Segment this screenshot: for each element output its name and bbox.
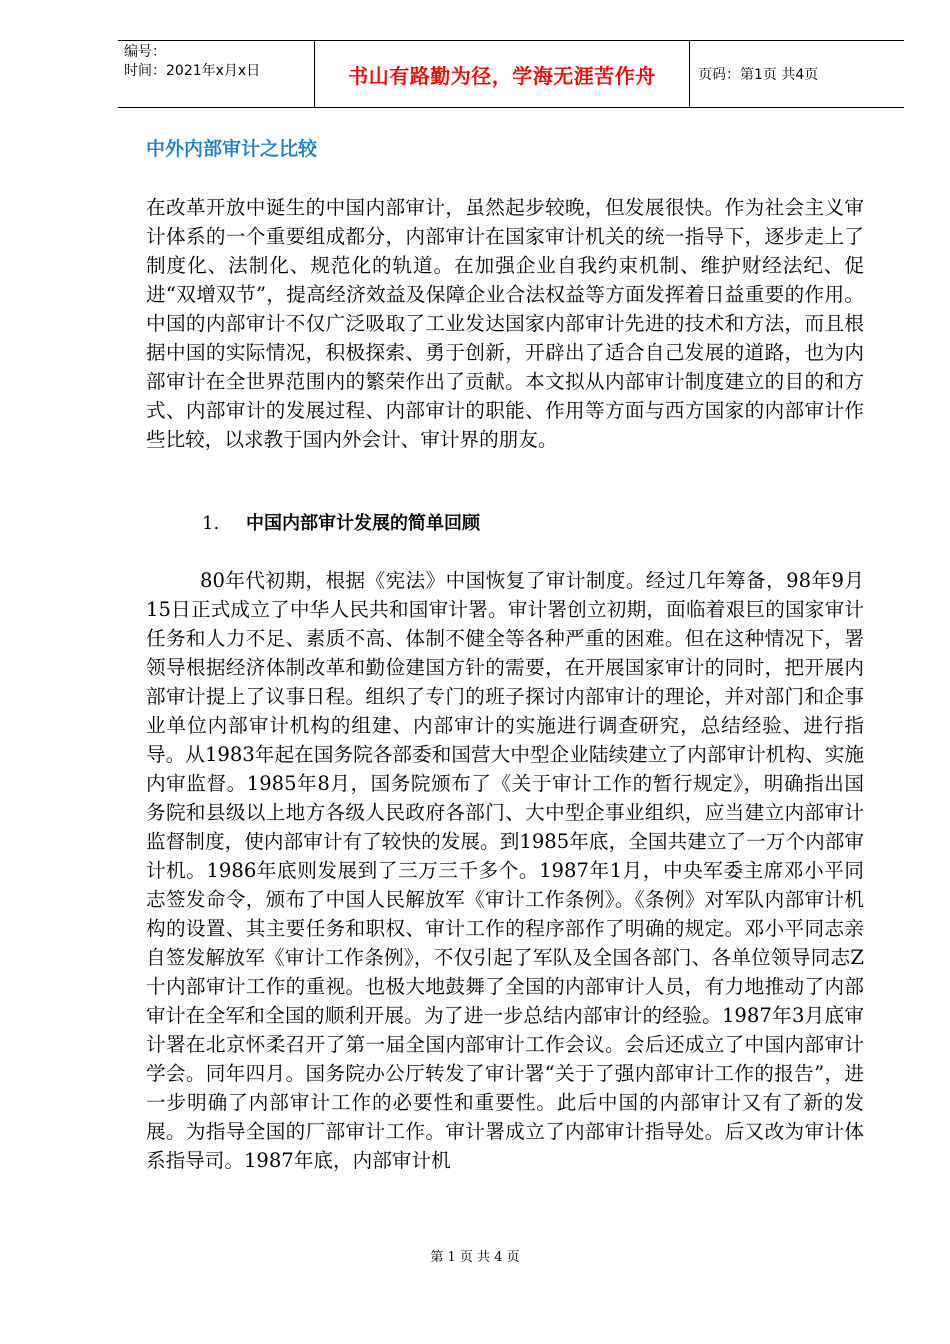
header-slogan: 书山有路勤为径，学海无涯苦作舟 (315, 41, 690, 107)
header-meta (118, 41, 315, 107)
page-footer: 第 1 页 共 4 页 (430, 1250, 520, 1265)
document-date: 时间：2021年x月x日 (124, 63, 261, 79)
header-page-info: 页码：第1页 共4页 (698, 67, 819, 83)
intro-paragraph: 在改革开放中诞生的中国内部审计，虽然起步较晚，但发展很快。作为社会主义审计体系的一个重要组成都分，内部审计在国家审计机关的统一指导下，逐步走上了制度化、法制化、规范化的轨道。在加强企业自我约束机制、维护财经法纪、促进“双增双节”，提高经济效益及保障企业合法权益等方面发挥着日益重要的作用。中国的内部审计不仅广泛吸取了工业发达国家内部审计先进的技术和方法，而且根据中国的实际情况，积极探索、勇于创新，开辟出了适合自己发展的道路，也为内部审计在全世界范围内的繁荣作出了贡献。本文拟从内部审计制度建立的目的和方式、内部审计的发展过程、内部审计的职能、作用等方面与西方国家的内部审计作些比较，以求教于国内外会计、审计界的朋友。 (146, 196, 864, 451)
body-paragraph: 80年代初期，根据《宪法》中国恢复了审计制度。经过几年筹备，98年9月15日正式成立了中华人民共和国审计署。审计署创立初期，面临着艰巨的国家审计任务和人力不足、素质不高、体制不健全等各种严重的困难。但在这种情况下，署领导根据经济体制改革和勤俭建国方针的需要，在开展国家审计的同时，把开展内部审计提上了议事日程。组织了专门的班子探讨内部审计的理论，并对部门和企事业单位内部审计机构的组建、内部审计的实施进行调查研究，总结经验、进行指导。从1983年起在国务院各部委和国营大中型企业陆续建立了内部审计机构、实施内审监督。1985年8月，国务院颁布了《关于审计工作的暂行规定》，明确指出国务院和县级以上地方各级人民政府各部门、大中型企事业组织，应当建立内部审计监督制度，使内部审计有了较快的发展。到1985年底，全国共建立了一万个内部审计机。1986年底则发展到了三万三千多个。1987年1月，中央军委主席邓小平同志签发命令，颁布了中国人民解放军《审计工作条例》。《条例》对军队内部审计机构的设置、其主要任务和职权、审计工作的程序部作了明确的规定。邓小平同志亲自签发解放军《审计工作条例》，不仅引起了军队及全国各部门、各单位领导同志Z十内部审计工作的重视。也极大地鼓舞了全国的内部审计人员，有力地推动了内部审计在全军和全国的顺利开展。为了进一步总结内部审计的经验。1987年3月底审计署在北京怀柔召开了第一届全国内部审计工作会议。会后还成立了中国内部审计学会。同年四月。国务院办公厅转发了审计署“关于了强内部审计工作的报告”，进一步明确了内部审计工作的必要性和重要性。此后中国的内部审计又有了新的发展。为指导全国的厂部审计工作。审计署成立了内部审计指导处。后又改为审计体系指导司。1987年底，内部审计机 (146, 569, 864, 1172)
document-title: 中外内部审计之比较 (146, 138, 318, 160)
document-number-label: 编号： (124, 44, 166, 60)
section-heading (202, 509, 480, 535)
page-header (118, 40, 904, 108)
section-title: 中国内部审计发展的简单回顾 (246, 513, 480, 534)
section-number: 1. (202, 513, 220, 534)
